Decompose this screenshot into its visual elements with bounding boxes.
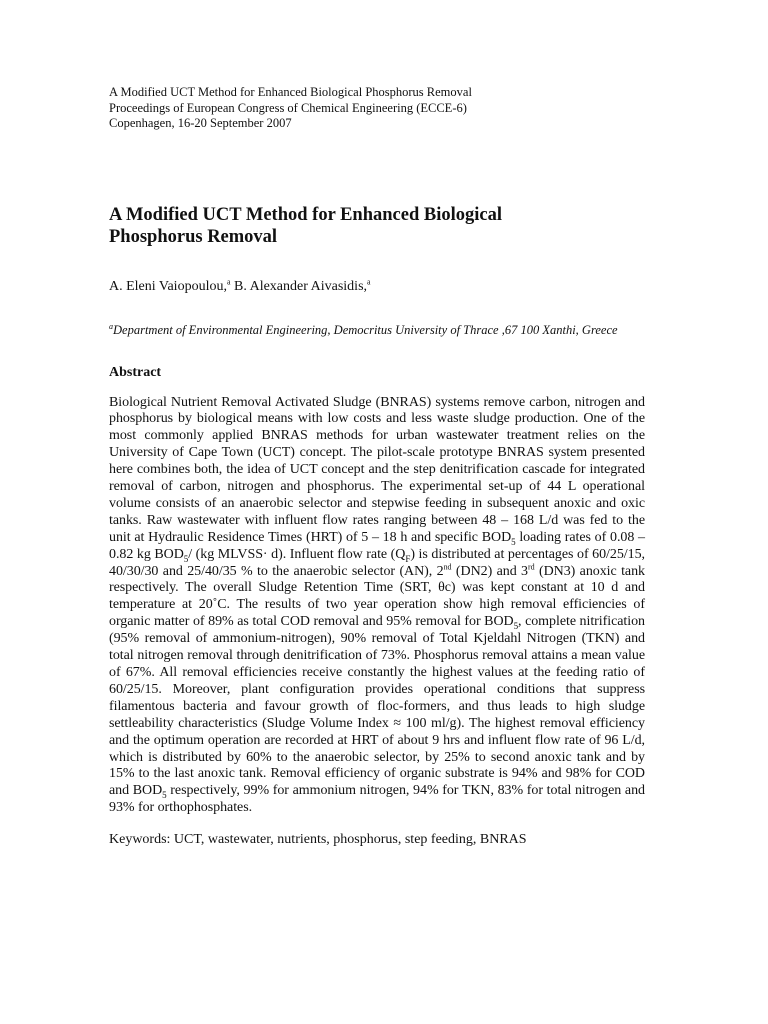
author-name: A. Eleni Vaiopoulou, bbox=[109, 278, 227, 294]
author-name: B. Alexander Aivasidis, bbox=[230, 278, 368, 294]
paper-title-line-2: Phosphorus Removal bbox=[109, 226, 278, 247]
affiliation-marker: a bbox=[109, 321, 113, 331]
running-header bbox=[109, 85, 645, 132]
subscript: 5 bbox=[162, 790, 167, 801]
paper-page bbox=[109, 85, 645, 849]
running-header-title: A Modified UCT Method for Enhanced Biological Phosphorus Removal bbox=[109, 85, 472, 99]
subscript: 5 bbox=[513, 621, 519, 632]
subscript: 5 bbox=[183, 553, 189, 564]
paper-title-line-1: A Modified UCT Method for Enhanced Biological bbox=[109, 204, 502, 225]
subscript: 5 bbox=[511, 536, 516, 547]
abstract-body bbox=[109, 395, 645, 818]
abstract-text: , complete nitrification (95% removal of ammonium-nitrogen), 90% removal of Total Kjeldahl Nitrogen (TKN) and total nitrogen removal through denitrification of 73%. Phosphorus removal attains a mean value of 67%. All removal efficiencies receive constantly the highest values at the feeding ratio of 60/25/15. Moreover, plant configuration provides operational conditions that suppress filamentous bacteria and favour growth of floc-formers, and thus leads to high sludge settleability characteristics (Sludge Volume Index ≈ 100 ml/g). The highest removal efficiency and the optimum operation are recorded at HRT of about 9 hrs and influent flow rate of 96 L/d, which is distributed by 60% to the anaerobic selector, by 25% to second anoxic tank and by 15% to the last anoxic tank. Removal efficiency of organic substrate is 94% and 98% for COD and BOD bbox=[109, 614, 645, 799]
paper-title bbox=[109, 204, 645, 248]
affiliation-marker: a bbox=[226, 276, 231, 286]
keywords: Keywords: UCT, wastewater, nutrients, phosphorus, step feeding, BNRAS bbox=[109, 832, 527, 848]
abstract-text: respectively, 99% for ammonium nitrogen, 94% for TKN, 83% for total nitrogen and 93% for orthophosphates. bbox=[109, 783, 645, 816]
affiliation-marker: a bbox=[367, 276, 371, 286]
superscript: rd bbox=[528, 561, 535, 571]
abstract-text: Biological Nutrient Removal Activated Sludge (BNRAS) systems remove carbon, nitrogen and phosphorus by biological means with low costs and less waste sludge production. One of the most commonly applied BNRAS methods for urban wastewater treatment relies on the University of Cape Town (UCT) concept. The pilot-scale prototype BNRAS system presented here combines both, the idea of UCT concept and the step denitrification cascade for integrated removal of carbon, nitrogen and phosphorus. The experimental set-up of 44 L operational volume consists of an anaerobic selector and stepwise feeding in subsequent anoxic and oxic tanks. Raw wastewater with influent flow rates ranging between 48 – 168 L/d was fed to the unit at Hydraulic Residence Times (HRT) of 5 – 18 h and specific BOD bbox=[109, 394, 645, 545]
abstract-text: loading rates of 0.08 – 0.82 kg BOD bbox=[109, 529, 645, 562]
running-header-location-date: Copenhagen, 16-20 September 2007 bbox=[109, 116, 292, 130]
abstract-text: (DN3) anoxic tank respectively. The overall Sludge Retention Time (SRT, θc) was kept constant at 10 d and temperature at 20˚C. The results of two year operation show high removal efficiencies of organic matter of 89% as total COD removal and 95% removal for BOD bbox=[109, 563, 645, 630]
running-header-proceedings: Proceedings of European Congress of Chemical Engineering (ECCE-6) bbox=[109, 100, 467, 115]
abstract-text: (DN2) and 3 bbox=[451, 563, 528, 579]
superscript: nd bbox=[443, 561, 452, 571]
subscript: F bbox=[405, 553, 411, 564]
affiliation-text: Department of Environmental Engineering, Democritus University of Thrace ,67 100 Xanthi, Greece bbox=[113, 322, 618, 337]
abstract-text: / (kg MLVSS· d). Influent flow rate (Q bbox=[188, 546, 406, 562]
abstract-heading: Abstract bbox=[109, 364, 162, 380]
affiliation bbox=[109, 322, 645, 338]
abstract-text: ) is distributed at percentages of 60/25/15, 40/30/30 and 25/40/35 % to the anaerobic selector (AN), 2 bbox=[109, 546, 645, 579]
author-list bbox=[109, 278, 645, 296]
